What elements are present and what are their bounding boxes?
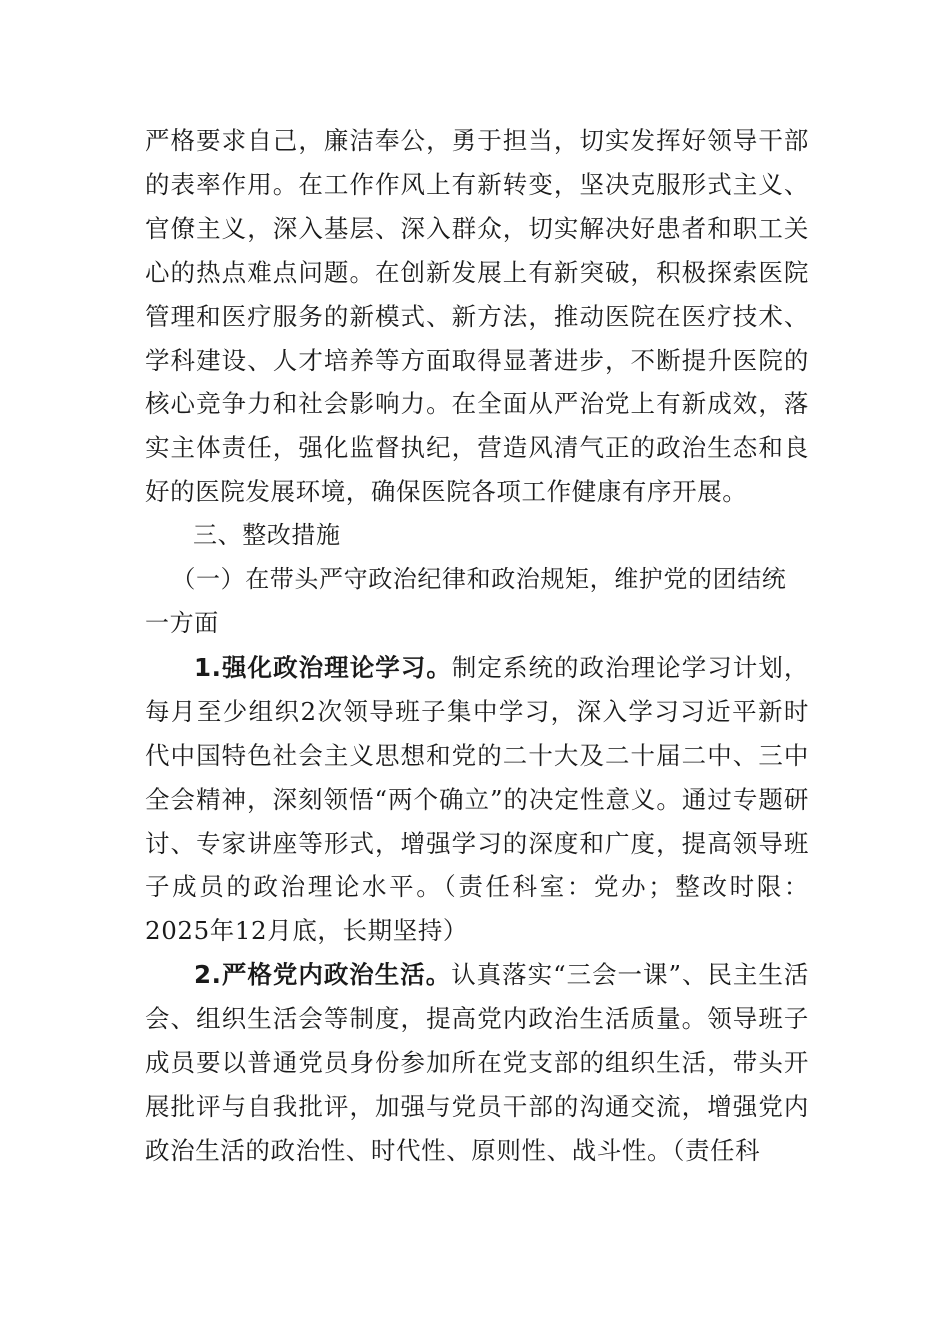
continuation-paragraph: 严格要求自己，廉洁奉公，勇于担当，切实发挥好领导干部的表率作用。在工作作风上有新转变，坚决克服形式主义、官僚主义，深入基层、深入群众，切实解决好患者和职工关心的热点难点问题。在创新发展上有新突破，积极探索医院管理和医疗服务的新模式、新方法，推动医院在医疗技术、学科建设、人才培养等方面取得显著进步，不断提升医院的核心竞争力和社会影响力。在全面从严治党上有新成效，落实主体责任，强化监督执纪，营造风清气正的政治生态和良好的医院发展环境，确保医院各项工作健康有序开展。 — [145, 126, 809, 507]
measure-item-1 — [145, 646, 809, 953]
section-heading: 三、整改措施 — [193, 521, 341, 550]
subsection-heading: （一）在带头严守政治纪律和政治规矩，维护党的团结统一方面 — [145, 565, 787, 637]
measure-item-1-body: 制定系统的政治理论学习计划，每月至少组织2次领导班子集中学习，深入学习习近平新时代中国特色社会主义思想和党的二十大及二十届二中、三中全会精神，深刻领悟“两个确立”的决定性意义。通过专题研讨、专家讲座等形式，增强学习的深度和广度，提高领导班子成员的政治理论水平。（责任科室：党办；整改时限：2025年12月底，长期坚持） — [145, 652, 809, 946]
document-page — [145, 119, 809, 1173]
measure-item-1-title: 1.强化政治理论学习。 — [194, 652, 452, 682]
measure-item-2 — [145, 953, 809, 1173]
measure-item-2-body: 认真落实“三会一课”、民主生活会、组织生活会等制度，提高党内政治生活质量。领导班子成员要以普通党员身份参加所在党支部的组织生活，带头开展批评与自我批评，加强与党员干部的沟通交流，增强党内政治生活的政治性、时代性、原则性、战斗性。（责任科 — [145, 960, 809, 1165]
measure-item-2-title: 2.严格党内政治生活。 — [194, 960, 452, 990]
